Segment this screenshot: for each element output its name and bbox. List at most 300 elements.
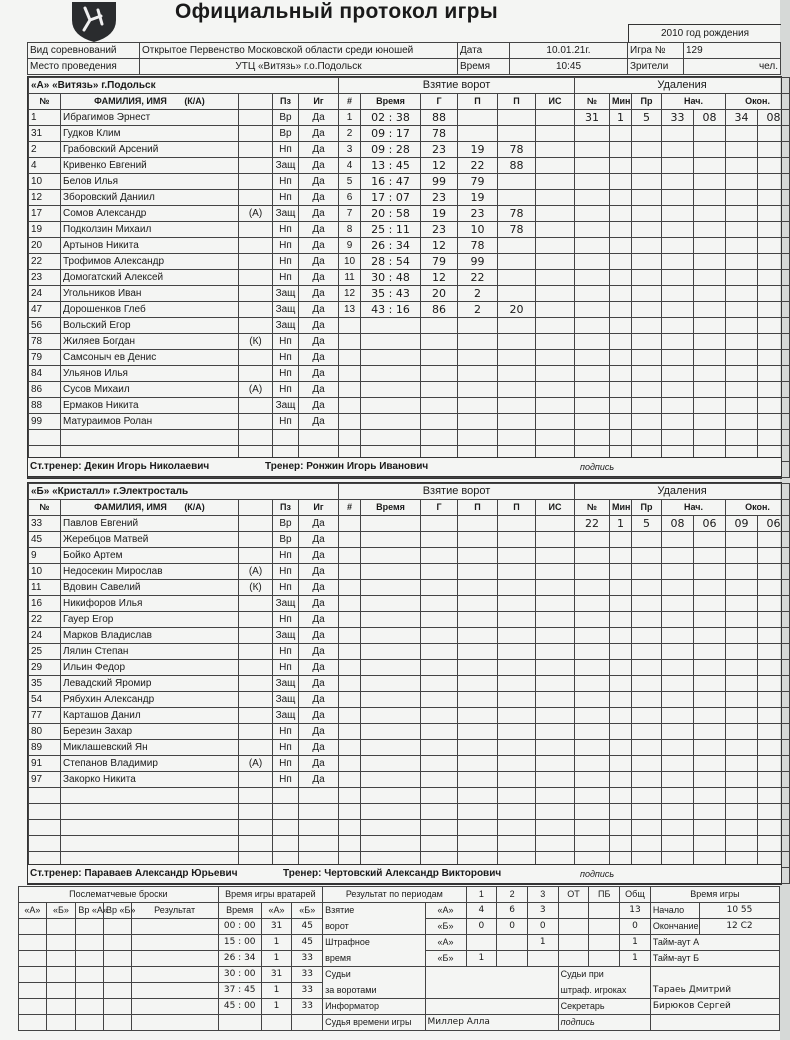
team-b-row — [29, 772, 790, 788]
penalty-minutes: 1 — [610, 110, 632, 126]
player-plays: Да — [299, 174, 339, 190]
birth-year: 2010 год рождения — [628, 24, 781, 42]
shootout-col-b: «Б» — [46, 903, 76, 919]
period-3-header: 3 — [527, 887, 558, 903]
player-plays: Да — [299, 126, 339, 142]
team-a-col-goal-num: # — [339, 94, 361, 110]
goal-number: 2 — [339, 126, 361, 142]
player-role: (К) — [239, 334, 273, 350]
player-number: 17 — [29, 206, 61, 222]
penalty-judges-label: Судьи при — [558, 967, 650, 983]
team-a-row — [29, 398, 790, 414]
shootout-col-a: «А» — [19, 903, 47, 919]
team-b-coaches — [27, 864, 782, 884]
goals-b-p1: 0 — [466, 919, 497, 935]
player-number: 88 — [29, 398, 61, 414]
player-number: 22 — [29, 612, 61, 628]
penalty-reason: 5 — [632, 516, 662, 532]
goal-scorer: 99 — [421, 174, 458, 190]
player-position: Нп — [273, 564, 299, 580]
player-name: Подколзин Михаил — [61, 222, 239, 238]
team-a-penalties-title: Удаления — [575, 78, 790, 94]
player-role — [239, 174, 273, 190]
goals-b-p2: 0 — [497, 919, 528, 935]
player-position: Нп — [273, 174, 299, 190]
goal-assist1: 23 — [458, 206, 498, 222]
goals-team-a-tag: «А» — [425, 903, 466, 919]
team-a-row — [29, 334, 790, 350]
team-a-signature: подпись — [580, 462, 615, 472]
player-number: 10 — [29, 564, 61, 580]
player-number: 91 — [29, 756, 61, 772]
start-label: Начало — [650, 903, 699, 919]
goal-assist1 — [458, 126, 498, 142]
goals-label: Взятие — [323, 903, 425, 919]
player-name: Лялин Степан — [61, 644, 239, 660]
team-b-col-pen-min: Мин — [610, 500, 632, 516]
team-b-col-goal-num: # — [339, 500, 361, 516]
team-a-col-is: ИС — [536, 94, 575, 110]
player-role — [239, 740, 273, 756]
team-a-col-assist2: П — [498, 94, 536, 110]
goal-assist1: 10 — [458, 222, 498, 238]
player-role — [239, 516, 273, 532]
goal-judges-label: Судьи — [323, 967, 425, 983]
player-plays: Да — [299, 532, 339, 548]
gk-row-5-b: 33 — [292, 999, 323, 1015]
summary-table — [18, 886, 780, 1031]
team-a-row — [29, 222, 790, 238]
gk-row-3-time: 30 : 00 — [218, 967, 261, 983]
goal-is — [536, 174, 575, 190]
player-role: (А) — [239, 756, 273, 772]
goal-scorer: 23 — [421, 190, 458, 206]
team-b-row — [29, 532, 790, 548]
player-plays: Да — [299, 660, 339, 676]
team-b-row — [29, 516, 790, 532]
player-number: 35 — [29, 676, 61, 692]
player-name: Левадский Яромир — [61, 676, 239, 692]
player-plays: Да — [299, 564, 339, 580]
goal-scorer: 86 — [421, 302, 458, 318]
player-position: Защ — [273, 596, 299, 612]
gk-col-a: «А» — [261, 903, 292, 919]
team-b-row — [29, 676, 790, 692]
team-b-row — [29, 548, 790, 564]
player-position: Нп — [273, 740, 299, 756]
goals-label-2: ворот — [323, 919, 425, 935]
goal-time: 35 : 43 — [361, 286, 421, 302]
player-plays: Да — [299, 366, 339, 382]
document-title: Официальный протокол игры — [175, 0, 499, 23]
player-position: Нп — [273, 580, 299, 596]
player-name: Угольников Иван — [61, 286, 239, 302]
player-name: Матураимов Ролан — [61, 414, 239, 430]
team-b-col-goal-time: Время — [361, 500, 421, 516]
goal-scorer: 19 — [421, 206, 458, 222]
date-label: Дата — [458, 43, 510, 59]
player-position: Защ — [273, 398, 299, 414]
gk-row-2-time: 26 : 34 — [218, 951, 261, 967]
date-value: 10.01.21г. — [510, 43, 628, 59]
team-b-col-is: ИС — [536, 500, 575, 516]
team-a-coach: Тренер: Ронжин Игорь Иванович — [265, 461, 429, 472]
start-value: 10 55 — [699, 903, 779, 919]
goal-judges-label-2: за воротами — [323, 983, 425, 999]
player-plays: Да — [299, 676, 339, 692]
team-a-row — [29, 366, 790, 382]
penalty-player: 22 — [575, 516, 610, 532]
player-number: 1 — [29, 110, 61, 126]
periods-title: Результат по периодам — [323, 887, 466, 903]
venue-value: УТЦ «Витязь» г.о.Подольск — [140, 59, 458, 75]
player-name: Кривенко Евгений — [61, 158, 239, 174]
player-number: 2 — [29, 142, 61, 158]
player-position: Нп — [273, 350, 299, 366]
player-name: Бойко Артем — [61, 548, 239, 564]
pim-a-ot — [558, 935, 589, 951]
player-position: Вр — [273, 126, 299, 142]
player-position: Нп — [273, 772, 299, 788]
game-number-value: 129 — [684, 43, 781, 59]
goal-time: 02 : 38 — [361, 110, 421, 126]
goal-assist2 — [498, 286, 536, 302]
player-role — [239, 772, 273, 788]
team-b-col-pos: Пз — [273, 500, 299, 516]
goal-assist1: 19 — [458, 142, 498, 158]
player-number: 29 — [29, 660, 61, 676]
goals-a-p3: 3 — [527, 903, 558, 919]
player-role — [239, 222, 273, 238]
player-position: Защ — [273, 206, 299, 222]
gk-row-5-time: 45 : 00 — [218, 999, 261, 1015]
period-2-header: 2 — [497, 887, 528, 903]
player-name: Ермаков Никита — [61, 398, 239, 414]
goal-is — [536, 238, 575, 254]
player-name: Марков Владислав — [61, 628, 239, 644]
penalty-reason: 5 — [632, 110, 662, 126]
team-b-col-pen-start: Нач. — [662, 500, 726, 516]
secretary-name: Бирюков Сергей — [650, 999, 779, 1015]
player-plays: Да — [299, 238, 339, 254]
pim-label-2: время — [323, 951, 425, 967]
team-a-col-pen-end: Окон. — [726, 94, 790, 110]
team-b-col-pen-num: № — [575, 500, 610, 516]
player-name: Зборовский Даниил — [61, 190, 239, 206]
goal-time: 16 : 47 — [361, 174, 421, 190]
team-b-col-assist2: П — [498, 500, 536, 516]
goal-assist2 — [498, 254, 536, 270]
goal-time: 30 : 48 — [361, 270, 421, 286]
team-a-team-title: «А» «Витязь» г.Подольск — [29, 78, 339, 94]
gk-col-b: «Б» — [292, 903, 323, 919]
goal-time: 09 : 17 — [361, 126, 421, 142]
pim-team-a-tag: «А» — [425, 935, 466, 951]
player-plays: Да — [299, 382, 339, 398]
goal-assist2 — [498, 126, 536, 142]
goal-number: 13 — [339, 302, 361, 318]
player-number: 99 — [29, 414, 61, 430]
game-number-label: Игра № — [628, 43, 684, 59]
player-number: 19 — [29, 222, 61, 238]
goals-b-total: 0 — [620, 919, 651, 935]
penalty-end-min: 34 — [726, 110, 758, 126]
goal-number: 9 — [339, 238, 361, 254]
player-plays: Да — [299, 302, 339, 318]
player-number: 10 — [29, 174, 61, 190]
player-position: Нп — [273, 612, 299, 628]
player-position: Защ — [273, 318, 299, 334]
gk-col-time: Время — [218, 903, 261, 919]
pim-b-total: 1 — [620, 951, 651, 967]
goal-assist2 — [498, 190, 536, 206]
team-a-row — [29, 126, 790, 142]
team-b-col-goal-scorer: Г — [421, 500, 458, 516]
timeout-b-label: Тайм-аут Б — [650, 951, 779, 967]
player-name: Домогатский Алексей — [61, 270, 239, 286]
player-name: Жиляев Богдан — [61, 334, 239, 350]
team-b-block — [27, 482, 782, 885]
goals-a-ot — [558, 903, 589, 919]
team-b-row — [29, 708, 790, 724]
player-number: 22 — [29, 254, 61, 270]
player-plays: Да — [299, 414, 339, 430]
goal-assist2 — [498, 238, 536, 254]
goal-is — [536, 286, 575, 302]
player-name: Сусов Михаил — [61, 382, 239, 398]
gk-row-4-time: 37 : 45 — [218, 983, 261, 999]
player-number: 16 — [29, 596, 61, 612]
player-role — [239, 628, 273, 644]
team-b-team-title: «Б» «Кристалл» г.Электросталь — [29, 484, 339, 500]
player-number: 54 — [29, 692, 61, 708]
player-position: Вр — [273, 532, 299, 548]
goal-assist1: 78 — [458, 238, 498, 254]
player-plays: Да — [299, 334, 339, 350]
player-plays: Да — [299, 548, 339, 564]
goal-number: 4 — [339, 158, 361, 174]
team-a-col-pen-min: Мин — [610, 94, 632, 110]
team-b-row — [29, 612, 790, 628]
time-label: Время — [458, 59, 510, 75]
shootout-col-gk-b: Вр «Б» — [103, 903, 131, 919]
player-name: Ульянов Илья — [61, 366, 239, 382]
player-name: Гауер Егор — [61, 612, 239, 628]
team-a-row — [29, 382, 790, 398]
team-b-row — [29, 692, 790, 708]
player-position: Нп — [273, 414, 299, 430]
player-plays: Да — [299, 580, 339, 596]
shootout-col-result: Результат — [131, 903, 218, 919]
shootout-title: Послематчевые броски — [19, 887, 219, 903]
period-1-header: 1 — [466, 887, 497, 903]
gk-row-0-a: 31 — [261, 919, 292, 935]
player-position: Нп — [273, 238, 299, 254]
player-position: Нп — [273, 382, 299, 398]
player-name: Павлов Евгений — [61, 516, 239, 532]
penalty-end-min: 09 — [726, 516, 758, 532]
player-plays: Да — [299, 222, 339, 238]
timekeeper-label: Судья времени игры — [323, 1015, 425, 1031]
gk-row-2-b: 33 — [292, 951, 323, 967]
player-name: Сомов Александр — [61, 206, 239, 222]
goal-scorer: 12 — [421, 238, 458, 254]
player-plays: Да — [299, 142, 339, 158]
goal-number: 1 — [339, 110, 361, 126]
team-a-col-plays: Иг — [299, 94, 339, 110]
team-b-col-pen-reason: Пр — [632, 500, 662, 516]
penalty-start-sec: 06 — [694, 516, 726, 532]
player-role — [239, 644, 273, 660]
team-b-row — [29, 644, 790, 660]
goal-assist2: 78 — [498, 222, 536, 238]
player-plays: Да — [299, 756, 339, 772]
player-name: Трофимов Александр — [61, 254, 239, 270]
player-name: Гудков Клим — [61, 126, 239, 142]
goals-b-so — [589, 919, 620, 935]
team-a-col-pen-num: № — [575, 94, 610, 110]
pim-team-b-tag: «Б» — [425, 951, 466, 967]
team-a-row — [29, 414, 790, 430]
player-number: 86 — [29, 382, 61, 398]
team-b-row — [29, 660, 790, 676]
player-position: Нп — [273, 548, 299, 564]
player-number: 33 — [29, 516, 61, 532]
goal-assist2 — [498, 270, 536, 286]
team-a-col-assist1: П — [458, 94, 498, 110]
goals-a-so — [589, 903, 620, 919]
goal-is — [536, 158, 575, 174]
goal-assist2: 78 — [498, 206, 536, 222]
goal-scorer: 20 — [421, 286, 458, 302]
penalty-judge-name: Тараеь Дмитрий — [650, 983, 779, 999]
player-name: Белов Илья — [61, 174, 239, 190]
player-position: Защ — [273, 302, 299, 318]
goal-is — [536, 142, 575, 158]
player-role — [239, 142, 273, 158]
gk-row-3-b: 33 — [292, 967, 323, 983]
player-number: 31 — [29, 126, 61, 142]
goal-is — [536, 254, 575, 270]
penalty-start-min: 08 — [662, 516, 694, 532]
team-a-col-num: № — [29, 94, 61, 110]
player-plays: Да — [299, 318, 339, 334]
goals-team-b-tag: «Б» — [425, 919, 466, 935]
gk-row-1-a: 1 — [261, 935, 292, 951]
end-label: Окончание — [650, 919, 699, 935]
player-role — [239, 110, 273, 126]
player-role — [239, 596, 273, 612]
player-name: Жеребцов Матвей — [61, 532, 239, 548]
player-role: (К) — [239, 580, 273, 596]
goal-assist1: 2 — [458, 286, 498, 302]
pim-b-p2 — [497, 951, 528, 967]
goals-b-ot — [558, 919, 589, 935]
player-name: Карташов Данил — [61, 708, 239, 724]
team-a-row — [29, 174, 790, 190]
player-plays: Да — [299, 740, 339, 756]
penalty-player: 31 — [575, 110, 610, 126]
team-a-row — [29, 254, 790, 270]
player-plays: Да — [299, 612, 339, 628]
team-a-coaches — [27, 457, 782, 477]
team-a-row — [29, 190, 790, 206]
player-plays: Да — [299, 724, 339, 740]
gk-row-4-a: 1 — [261, 983, 292, 999]
player-plays: Да — [299, 286, 339, 302]
player-position: Нп — [273, 270, 299, 286]
goal-number: 8 — [339, 222, 361, 238]
penalty-end-sec: 08 — [758, 110, 790, 126]
goal-scorer: 88 — [421, 110, 458, 126]
player-position: Защ — [273, 158, 299, 174]
player-number: 11 — [29, 580, 61, 596]
goal-time: 09 : 28 — [361, 142, 421, 158]
goal-assist1: 22 — [458, 158, 498, 174]
pim-a-p1 — [466, 935, 497, 951]
team-b-row — [29, 724, 790, 740]
team-a-row — [29, 110, 790, 126]
pim-b-ot — [558, 951, 589, 967]
team-b-row — [29, 820, 790, 836]
player-role — [239, 254, 273, 270]
player-number: 12 — [29, 190, 61, 206]
player-role — [239, 366, 273, 382]
player-role — [239, 660, 273, 676]
player-number: 47 — [29, 302, 61, 318]
player-name: Степанов Владимир — [61, 756, 239, 772]
player-name: Недосекин Мирослав — [61, 564, 239, 580]
player-role: (А) — [239, 564, 273, 580]
spectators-label: Зрители — [628, 59, 684, 75]
goal-scorer: 12 — [421, 158, 458, 174]
gk-row-4-b: 33 — [292, 983, 323, 999]
pim-a-p2 — [497, 935, 528, 951]
team-a-block — [27, 76, 782, 479]
team-b-coach: Тренер: Чертовский Александр Викторович — [283, 868, 502, 879]
team-b-row — [29, 564, 790, 580]
goal-scorer: 79 — [421, 254, 458, 270]
player-position: Нп — [273, 660, 299, 676]
team-b-row — [29, 580, 790, 596]
team-b-row — [29, 628, 790, 644]
team-b-row — [29, 836, 790, 852]
penalty-minutes: 1 — [610, 516, 632, 532]
player-number: 84 — [29, 366, 61, 382]
goal-time: 25 : 11 — [361, 222, 421, 238]
bottom-signature: подпись — [558, 1015, 650, 1031]
game-info-table — [27, 42, 781, 75]
team-b-col-assist1: П — [458, 500, 498, 516]
player-name: Дорошенков Глеб — [61, 302, 239, 318]
player-position: Защ — [273, 692, 299, 708]
pim-b-so — [589, 951, 620, 967]
player-position: Защ — [273, 708, 299, 724]
gk-row-1-b: 45 — [292, 935, 323, 951]
player-number: 77 — [29, 708, 61, 724]
goal-number: 12 — [339, 286, 361, 302]
player-number: 89 — [29, 740, 61, 756]
player-role — [239, 158, 273, 174]
team-a-row — [29, 302, 790, 318]
player-role — [239, 190, 273, 206]
end-value: 12 C2 — [699, 919, 779, 935]
timeout-a-label: Тайм-аут А — [650, 935, 779, 951]
goal-assist2 — [498, 174, 536, 190]
player-role: (А) — [239, 206, 273, 222]
gk-row-5-a: 1 — [261, 999, 292, 1015]
goals-b-p3: 0 — [527, 919, 558, 935]
